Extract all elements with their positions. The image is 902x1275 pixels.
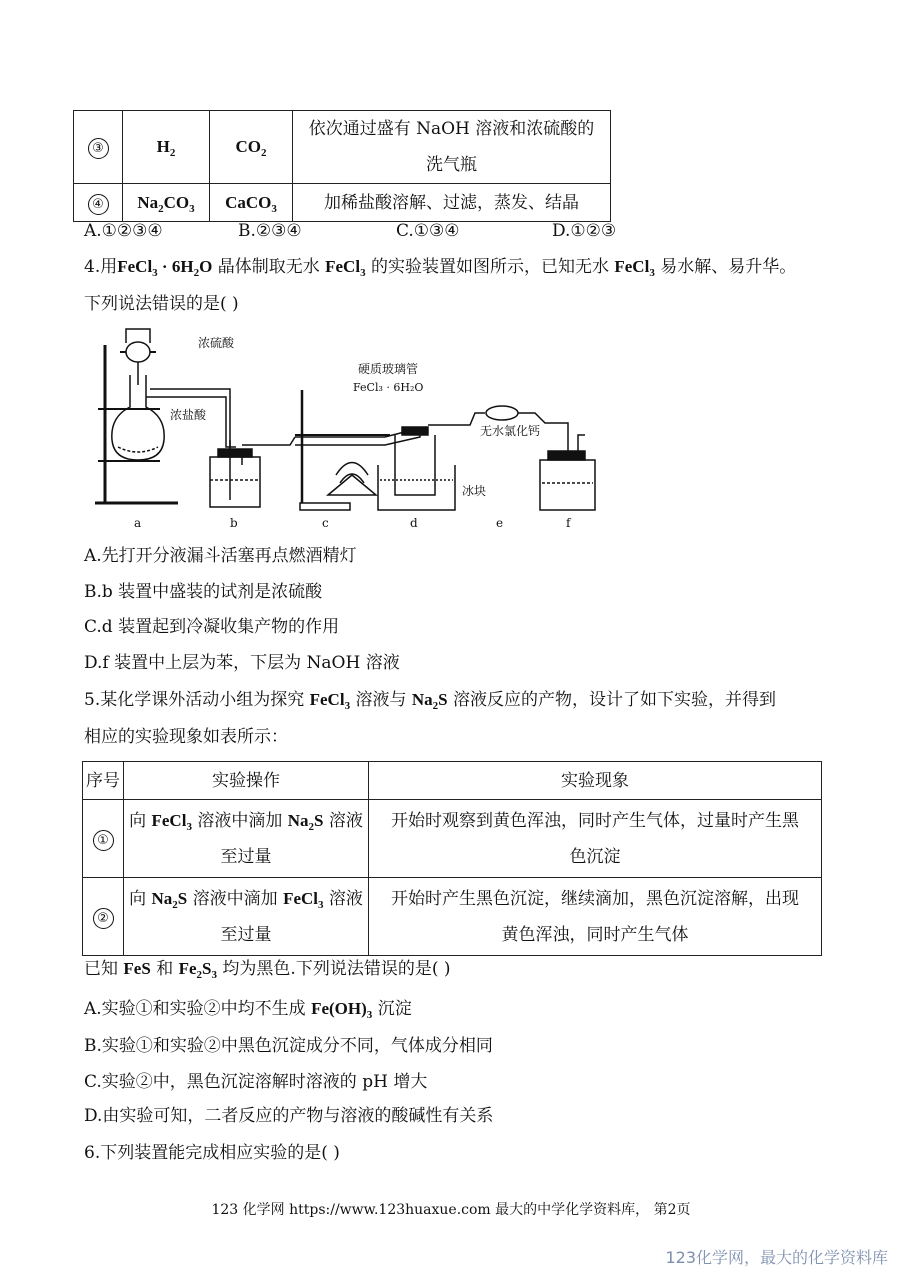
header-index: 序号 bbox=[83, 762, 124, 800]
experiment-table bbox=[82, 761, 822, 956]
q5-option-a: A.实验①和实验②中均不生成 $Fe(OH)_3$ 沉淀 bbox=[84, 999, 412, 1021]
q5-known: 已知 FeS 和 $Fe_2S_3$ 均为黑色.下列说法错误的是( ) bbox=[84, 959, 451, 981]
letter-f: f bbox=[566, 516, 571, 530]
row-number: ③ bbox=[74, 111, 123, 184]
q3-option-c: C.①③④ bbox=[396, 221, 460, 241]
q5-option-c: C.实验②中，黑色沉淀溶解时溶液的 pH 增大 bbox=[84, 1072, 428, 1092]
label-cacl2: 无水氯化钙 bbox=[480, 424, 541, 438]
letter-b: b bbox=[230, 516, 238, 530]
q5-stem-line2: 相应的实验现象如表所示： bbox=[84, 727, 288, 747]
letter-c: c bbox=[322, 516, 329, 530]
q4-stem: 4.用FeCl$_3$ · $6H_2O$ 晶体制取无水 FeCl$_3$ 的实验装置如图所示，已知无水 FeCl$_3$ 易水解、易升华。 bbox=[84, 257, 797, 279]
q6-stem: 6.下列装置能完成相应实验的是( ) bbox=[84, 1143, 340, 1163]
letter-a: a bbox=[134, 516, 142, 530]
row-number: ④ bbox=[74, 184, 123, 222]
label-fecl3-crystal: FeCl₃ · 6H₂O bbox=[353, 381, 424, 394]
header-operation: 实验操作 bbox=[124, 762, 369, 800]
q5-option-d: D.由实验可知，二者反应的产物与溶液的酸碱性有关系 bbox=[84, 1106, 494, 1126]
label-ice: 冰块 bbox=[462, 484, 487, 498]
letter-e: e bbox=[496, 516, 504, 530]
label-conc-hcl: 浓盐酸 bbox=[170, 408, 207, 422]
substance-formula: $Na_2CO_3$ bbox=[123, 184, 210, 222]
letter-d: d bbox=[410, 516, 418, 530]
page-footer: 123 化学网 https://www.123huaxue.com 最大的中学化学资料库， 第2页 bbox=[211, 1202, 691, 1218]
watermark: 123化学网，最大的化学资料库 bbox=[665, 1248, 888, 1267]
label-conc-sulfuric: 浓硫酸 bbox=[198, 336, 235, 350]
header-phenomenon: 实验现象 bbox=[369, 762, 822, 800]
method-cell: 加稀盐酸溶解、过滤，蒸发、结晶 bbox=[293, 184, 611, 222]
q3-option-d: D.①②③ bbox=[552, 221, 617, 241]
q5-option-b: B.实验①和实验②中黑色沉淀成分不同，气体成分相同 bbox=[84, 1036, 493, 1056]
impurity-formula: CaCO$_3$ bbox=[210, 184, 293, 222]
row-number: ① bbox=[83, 800, 124, 878]
q4-option-d: D.f 装置中上层为苯，下层为 NaOH 溶液 bbox=[84, 653, 400, 673]
phenomenon-cell: 开始时产生黑色沉淀，继续滴加，黑色沉淀溶解，出现 黄色浑浊，同时产生气体 bbox=[369, 878, 822, 956]
label-hard-glass-tube: 硬质玻璃管 bbox=[358, 362, 419, 376]
reagent-table bbox=[73, 110, 611, 222]
q3-option-b: B.②③④ bbox=[238, 221, 302, 241]
gas-formula: $H_2$ bbox=[123, 111, 210, 184]
q4-option-a: A.先打开分液漏斗活塞再点燃酒精灯 bbox=[84, 546, 357, 566]
q4-stem-line2: 下列说法错误的是( ) bbox=[84, 294, 239, 314]
method-cell: 依次通过盛有 NaOH 溶液和浓硫酸的 洗气瓶 bbox=[293, 111, 611, 184]
operation-cell: 向 $Na_2S$ 溶液中滴加 FeCl$_3$ 溶液 至过量 bbox=[124, 878, 369, 956]
q4-option-b: B.b 装置中盛装的试剂是浓硫酸 bbox=[84, 582, 323, 602]
q3-option-a: A.①②③④ bbox=[84, 221, 163, 241]
q5-stem: 5.某化学课外活动小组为探究 FeCl$_3$ 溶液与 $Na_2S$ 溶液反应的产物，设计了如下实验，并得到 bbox=[84, 690, 777, 712]
q4-option-c: C.d 装置起到冷凝收集产物的作用 bbox=[84, 617, 340, 637]
impurity-formula: $CO_2$ bbox=[210, 111, 293, 184]
row-number: ② bbox=[83, 878, 124, 956]
phenomenon-cell: 开始时观察到黄色浑浊，同时产生气体，过量时产生黑 色沉淀 bbox=[369, 800, 822, 878]
operation-cell: 向 FeCl$_3$ 溶液中滴加 $Na_2S$ 溶液 至过量 bbox=[124, 800, 369, 878]
apparatus-diagram bbox=[90, 325, 600, 530]
